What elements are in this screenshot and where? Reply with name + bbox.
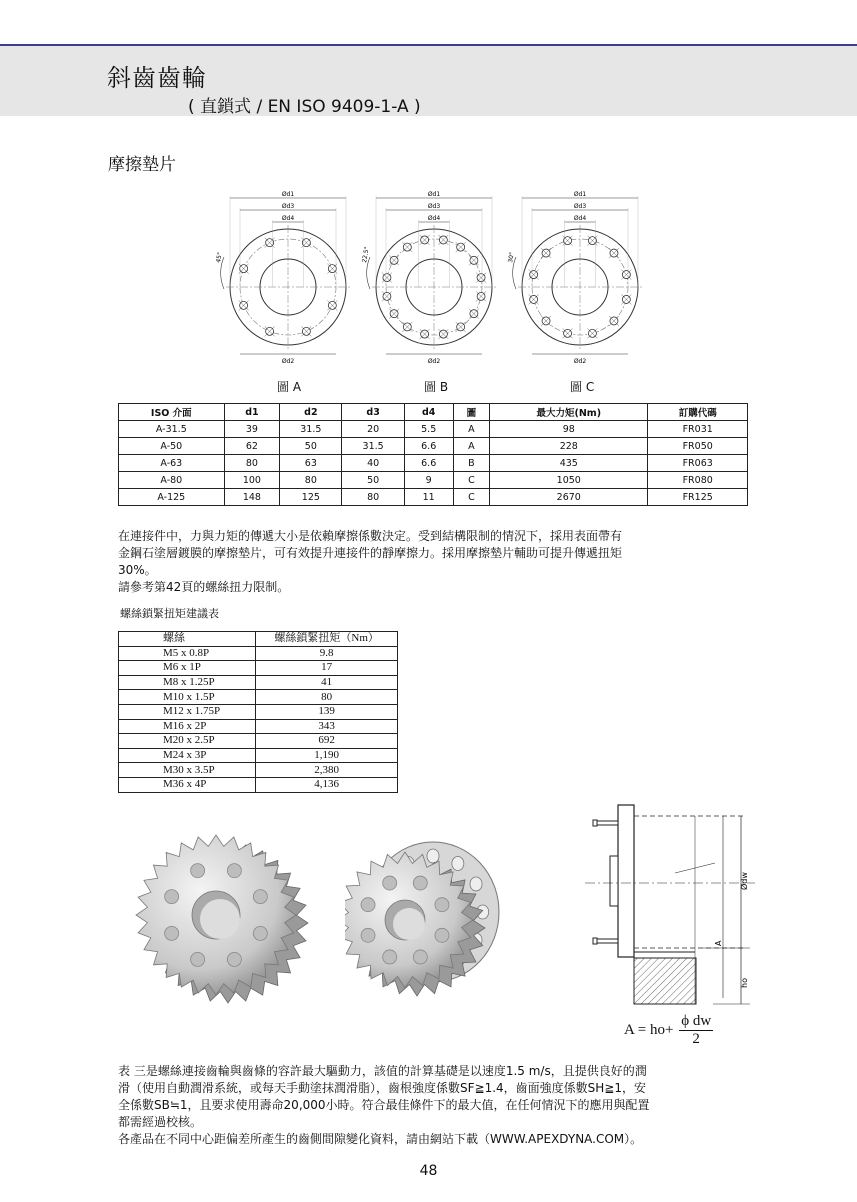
paragraph-line: 在連接件中，力與力矩的傳遞大小是依賴摩擦係數決定。受到結構限制的情況下，採用表面帶有	[118, 529, 623, 543]
table-cell: 1,190	[256, 748, 398, 763]
table-row	[119, 690, 398, 705]
table-cell: 80	[224, 455, 280, 472]
table-cell: 80	[280, 472, 342, 489]
table-cell: 41	[256, 675, 398, 690]
table-cell: 1050	[490, 472, 648, 489]
torque-table-title: 螺絲鎖緊扭矩建議表	[120, 607, 219, 620]
table-cell: M5 x 0.8P	[119, 646, 256, 661]
iso-interface-table	[118, 403, 748, 506]
dimension-label: Ød3	[427, 203, 441, 210]
table-cell: C	[453, 472, 490, 489]
table-cell: A-63	[119, 455, 225, 472]
gear-bolt-hole	[435, 928, 449, 942]
table-row	[119, 438, 748, 455]
table-cell: M36 x 4P	[119, 777, 256, 792]
dimension-label: Ød2	[573, 358, 587, 365]
dimension-label: Ød3	[573, 203, 587, 210]
column-header: 訂購代碼	[648, 404, 748, 421]
formula-lhs: A = ho+	[624, 1021, 674, 1038]
table-cell: M20 x 2.5P	[119, 734, 256, 749]
dimension-label: Ødw	[740, 872, 749, 890]
angle-label: 45°	[215, 251, 224, 264]
dimension-label: Ød1	[573, 191, 587, 198]
table-cell: 80	[342, 489, 404, 506]
page-title: 斜齒齒輪	[107, 64, 207, 92]
table-cell: 9.8	[256, 646, 398, 661]
friction-description	[118, 528, 748, 596]
flange-bolt-hole	[427, 849, 439, 863]
table-cell: 50	[280, 438, 342, 455]
table-cell: M16 x 2P	[119, 719, 256, 734]
table-row	[119, 719, 398, 734]
flange-bolt-hole	[470, 877, 482, 891]
angle-label: 30°	[507, 251, 516, 264]
formula-numerator: ϕ dw	[681, 1013, 712, 1029]
table-cell: FR050	[648, 438, 748, 455]
table-cell: 17	[256, 661, 398, 676]
table-cell: A	[453, 421, 490, 438]
table-row	[119, 421, 748, 438]
table-row	[119, 734, 398, 749]
table-row	[119, 675, 398, 690]
gear-with-flange-illustration	[345, 808, 560, 1008]
gear-bolt-hole	[413, 876, 427, 890]
paragraph-line: 全係數SB≒1，且要求使用壽命20,000小時。符合最佳條件下的最大值，在任何情況下的應用與配置	[118, 1098, 650, 1112]
table-cell: A-50	[119, 438, 225, 455]
column-header: 圖	[453, 404, 490, 421]
table-cell: 62	[224, 438, 280, 455]
table-cell: A	[453, 438, 490, 455]
table-cell: 9	[404, 472, 453, 489]
column-header: ISO 介面	[119, 404, 225, 421]
column-header: 螺絲	[119, 632, 256, 647]
page-number: 48	[419, 1163, 438, 1179]
table-cell: 139	[256, 704, 398, 719]
table-cell: 100	[224, 472, 280, 489]
dimension-label: ho	[740, 978, 749, 988]
dimension-label: Ød2	[427, 358, 441, 365]
dimension-label: Ød3	[281, 203, 295, 210]
table-cell: 228	[490, 438, 648, 455]
table-cell: 98	[490, 421, 648, 438]
table-cell: 5.5	[404, 421, 453, 438]
dimension-label: Ød1	[281, 191, 295, 198]
table-cell: 31.5	[342, 438, 404, 455]
table-cell: A-80	[119, 472, 225, 489]
flange-bolt-hole	[452, 857, 464, 871]
gear-bore-inner	[393, 908, 425, 940]
table-cell: 4,136	[256, 777, 398, 792]
table-cell: FR031	[648, 421, 748, 438]
table-cell: B	[453, 455, 490, 472]
column-header: 螺絲鎖緊扭矩（Nm）	[256, 632, 398, 647]
table-row	[119, 661, 398, 676]
table-cell: 343	[256, 719, 398, 734]
gear-capacity-notes	[118, 1063, 748, 1148]
table-cell: 125	[280, 489, 342, 506]
column-header: d4	[404, 404, 453, 421]
screw-torque-table	[118, 631, 398, 793]
table-row	[119, 472, 748, 489]
dimension-label: Ød4	[427, 215, 441, 222]
flange-figure	[215, 191, 350, 365]
paragraph-line: 請參考第42頁的螺絲扭力限制。	[118, 580, 290, 594]
table-row	[119, 704, 398, 719]
table-cell: A-31.5	[119, 421, 225, 438]
paragraph-line: 30%。	[118, 563, 157, 577]
gear-bolt-hole	[191, 864, 205, 878]
paragraph-line: 金鋼石塗層鍍膜的摩擦墊片，可有效提升連接件的靜摩擦力。採用摩擦墊片輔助可提升傳遞扭矩	[118, 546, 623, 560]
table-cell: M30 x 3.5P	[119, 763, 256, 778]
flange-figure	[361, 191, 496, 365]
table-row	[119, 763, 398, 778]
gear-bolt-hole	[253, 890, 267, 904]
gear-bolt-hole	[383, 876, 397, 890]
paragraph-line: 滑（使用自動潤滑系統，或每天手動塗抹潤滑脂），齒根強度係數SF≧1.4，齒面強度係數SH≧1，安	[118, 1081, 646, 1095]
gear-bolt-hole	[227, 864, 241, 878]
gear-bore-inner	[200, 899, 240, 939]
page-subtitle: ( 直鎖式 / EN ISO 9409-1-A )	[188, 97, 421, 117]
column-header: d3	[342, 404, 404, 421]
figure-label-b: 圖 B	[424, 380, 449, 394]
table-cell: M6 x 1P	[119, 661, 256, 676]
table-cell: M8 x 1.25P	[119, 675, 256, 690]
table-cell: 2670	[490, 489, 648, 506]
dimension-label: A	[714, 940, 723, 946]
gear-bolt-hole	[383, 950, 397, 964]
table-cell: FR080	[648, 472, 748, 489]
table-cell: 50	[342, 472, 404, 489]
flange-drawings	[200, 186, 670, 366]
table-cell: 63	[280, 455, 342, 472]
table-row	[119, 489, 748, 506]
gear-bolt-hole	[165, 926, 179, 940]
table-cell: 6.6	[404, 438, 453, 455]
figure-label-a: 圖 A	[277, 380, 302, 394]
table-cell: 2,380	[256, 763, 398, 778]
paragraph-line: 各產品在不同中心距偏差所產生的齒側間隙變化資料，請由網站下載（WWW.APEXDYNA.COM）。	[118, 1132, 643, 1146]
gear-bolt-hole	[361, 898, 375, 912]
formula-denominator: 2	[692, 1031, 700, 1047]
table-row	[119, 646, 398, 661]
table-cell: 31.5	[280, 421, 342, 438]
section-title: 摩擦墊片	[108, 155, 176, 175]
table-cell: 11	[404, 489, 453, 506]
table-row	[119, 777, 398, 792]
gear-bolt-hole	[227, 952, 241, 966]
table-cell: 6.6	[404, 455, 453, 472]
gear-bolt-hole	[361, 928, 375, 942]
gear-bolt-hole	[191, 952, 205, 966]
table-cell: M24 x 3P	[119, 748, 256, 763]
flange-figure	[507, 191, 642, 365]
gear-bolt-hole	[253, 926, 267, 940]
table-cell: A-125	[119, 489, 225, 506]
table-cell: FR063	[648, 455, 748, 472]
table-cell: 692	[256, 734, 398, 749]
gear-bolt-hole	[165, 890, 179, 904]
table-header-row	[119, 404, 748, 421]
table-row	[119, 748, 398, 763]
gear-bolt-hole	[413, 950, 427, 964]
table-row	[119, 455, 748, 472]
dimension-label: Ød1	[427, 191, 441, 198]
angle-label: 22.5°	[361, 246, 371, 264]
table-cell: M12 x 1.75P	[119, 704, 256, 719]
figure-label-c: 圖 C	[570, 380, 595, 394]
dimension-label: Ød2	[281, 358, 295, 365]
table-header-row	[119, 632, 398, 647]
helical-gear-illustration	[128, 825, 328, 1010]
table-cell: 20	[342, 421, 404, 438]
table-cell: M10 x 1.5P	[119, 690, 256, 705]
cross-section-drawing	[585, 798, 765, 1008]
table-cell: 435	[490, 455, 648, 472]
table-cell: 39	[224, 421, 280, 438]
column-header: d2	[280, 404, 342, 421]
column-header: d1	[224, 404, 280, 421]
table-cell: 80	[256, 690, 398, 705]
paragraph-line: 表 三是螺絲連接齒輪與齒條的容許最大驅動力，該值的計算基礎是以速度1.5 m/s，且提供良好的潤	[118, 1064, 647, 1078]
gear-bolt-hole	[435, 898, 449, 912]
table-cell: FR125	[648, 489, 748, 506]
table-cell: C	[453, 489, 490, 506]
column-header: 最大力矩(Nm)	[490, 404, 648, 421]
dimension-label: Ød4	[573, 215, 587, 222]
dimension-label: Ød4	[281, 215, 295, 222]
paragraph-line: 都需經過校核。	[118, 1115, 203, 1129]
table-cell: 40	[342, 455, 404, 472]
table-cell: 148	[224, 489, 280, 506]
formula	[624, 1013, 713, 1048]
